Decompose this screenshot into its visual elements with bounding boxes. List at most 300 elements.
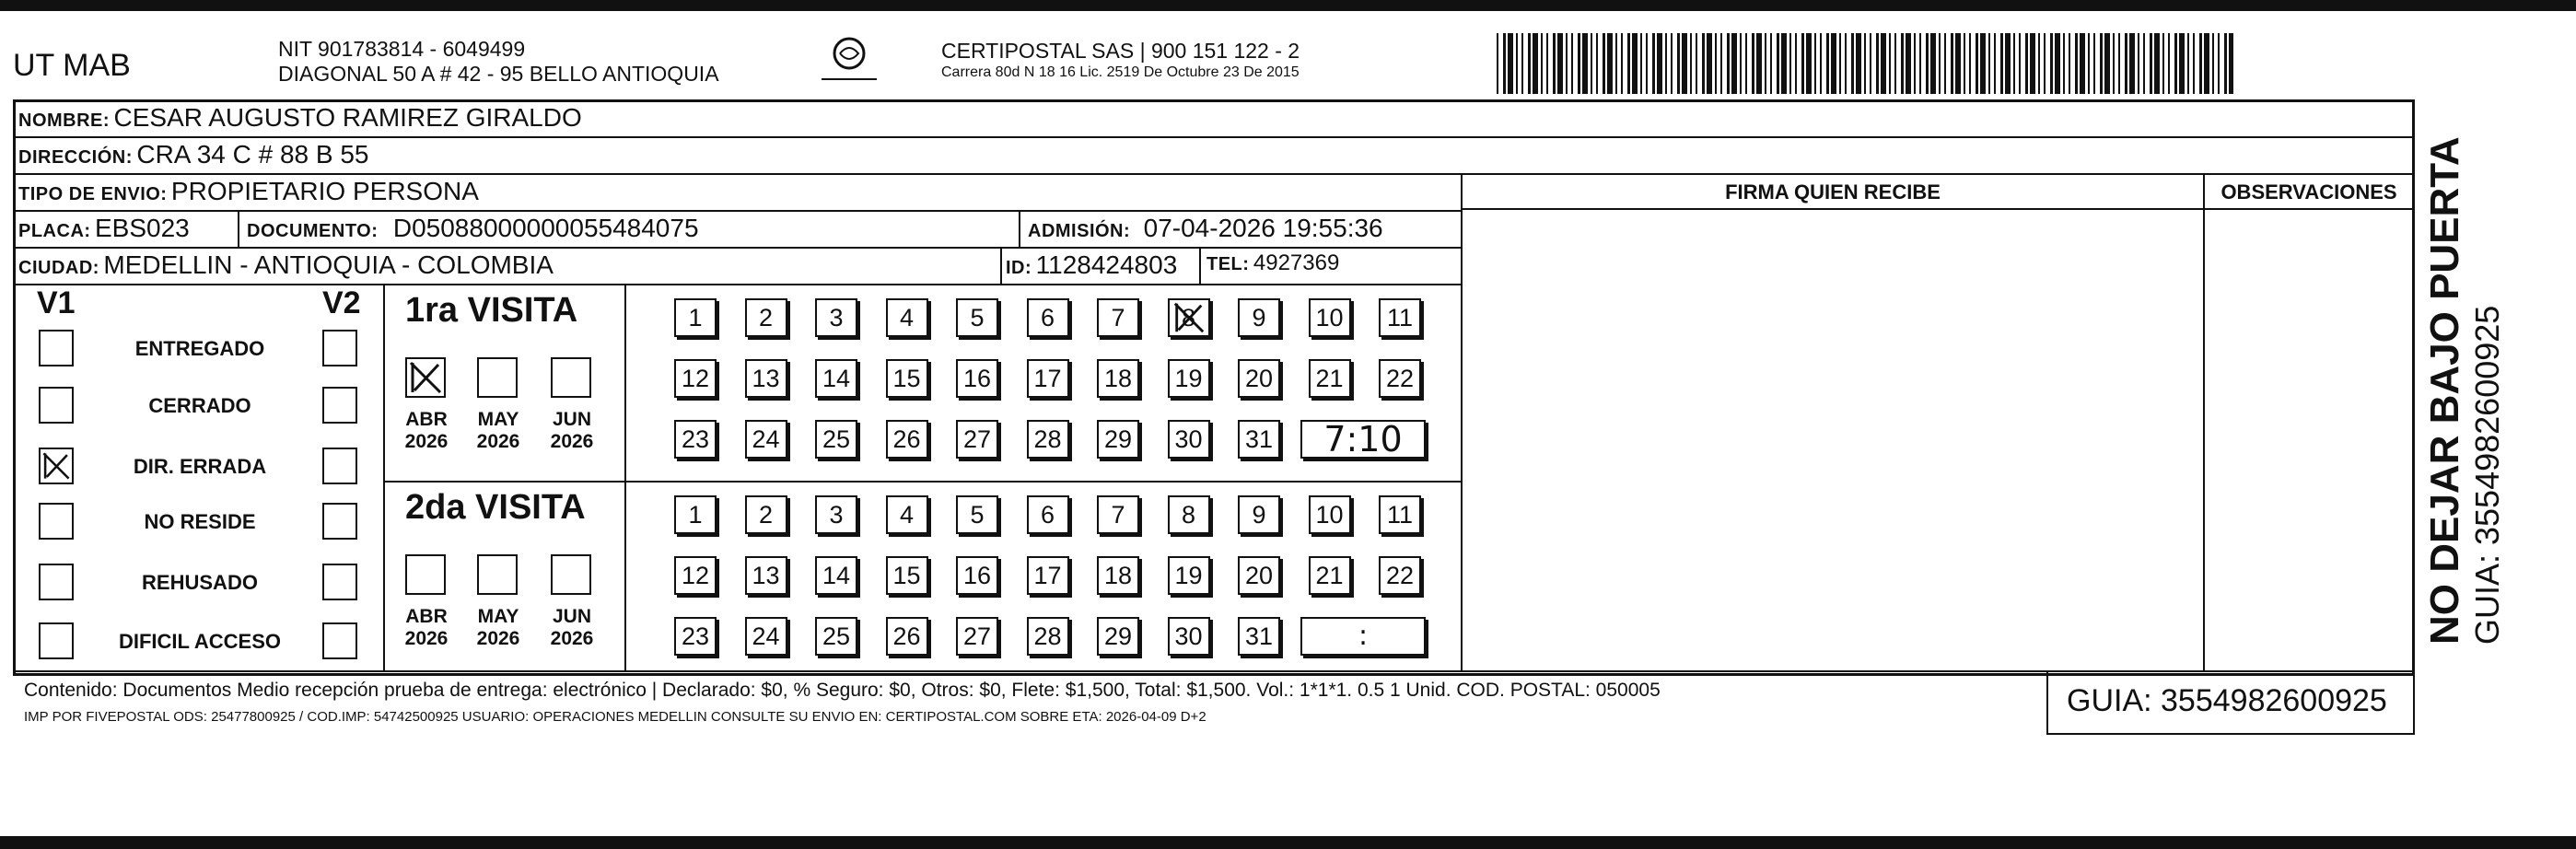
barcode-bar <box>1806 33 1812 94</box>
day-number: 28 <box>1033 622 1062 650</box>
day-box[interactable] <box>815 359 857 398</box>
barcode-bar <box>1582 33 1588 94</box>
admision-value: 07-04-2026 19:55:36 <box>1143 214 1383 242</box>
tipo-label: TIPO DE ENVIO: <box>18 184 168 204</box>
company-info <box>278 37 719 87</box>
barcode-bar <box>2218 33 2220 94</box>
day-box[interactable] <box>1097 359 1139 398</box>
day-box[interactable] <box>886 359 928 398</box>
barcode-bar <box>1876 33 1879 94</box>
barcode-bar <box>1528 33 1531 94</box>
barcode-bar <box>2019 33 2021 94</box>
nombre-row <box>18 103 582 133</box>
day-number: 4 <box>899 501 915 529</box>
v1-checkbox[interactable] <box>39 622 74 659</box>
day-number: 18 <box>1103 365 1133 392</box>
x-mark-icon <box>41 449 72 483</box>
barcode-bar <box>1919 33 1921 94</box>
day-box[interactable] <box>1168 420 1210 459</box>
nombre-value: CESAR AUGUSTO RAMIREZ GIRALDO <box>113 103 582 132</box>
barcode-bar <box>1894 33 1896 94</box>
day-number: 20 <box>1244 365 1274 392</box>
tel-label: TEL: <box>1206 254 1250 274</box>
barcode-bar <box>1557 33 1563 94</box>
barcode-bar <box>2154 33 2160 94</box>
barcode-bar <box>1566 33 1568 94</box>
barcode-bar <box>2174 33 2177 94</box>
barcode-bar <box>1740 33 1742 94</box>
company-name: UT MAB <box>13 48 131 83</box>
day-number: 31 <box>1244 425 1274 453</box>
x-mark-icon <box>407 359 444 396</box>
day-box[interactable] <box>745 359 787 398</box>
day-box[interactable] <box>1238 495 1280 534</box>
observaciones-header: OBSERVACIONES <box>2220 180 2397 204</box>
ciudad-value: MEDELLIN - ANTIOQUIA - COLOMBIA <box>103 250 554 279</box>
day-number: 19 <box>1174 562 1203 589</box>
barcode-bar <box>1889 33 1891 94</box>
placa-label: PLACA: <box>18 221 91 241</box>
day-number: 5 <box>970 304 985 331</box>
day-box[interactable] <box>1379 495 1421 534</box>
day-number: 9 <box>1252 304 1266 331</box>
barcode-bar <box>2075 33 2078 94</box>
barcode-bar <box>1720 33 1722 94</box>
barcode-bar <box>1541 33 1543 94</box>
barcode-bar <box>1702 33 1705 94</box>
direccion-value: CRA 34 C # 88 B 55 <box>136 140 369 169</box>
day-number: 11 <box>1386 501 1414 529</box>
day-box[interactable] <box>956 495 998 534</box>
footer-guia: GUIA: 3554982600925 <box>2067 683 2387 718</box>
barcode <box>1497 33 2233 94</box>
barcode-bar <box>1546 33 1548 94</box>
visit-title: 2da VISITA <box>405 488 586 527</box>
day-box[interactable] <box>1097 495 1139 534</box>
day-number: 10 <box>1315 304 1344 331</box>
day-number: 14 <box>822 365 851 392</box>
day-number: 16 <box>962 365 992 392</box>
day-box[interactable] <box>1027 495 1069 534</box>
nombre-label: NOMBRE: <box>18 110 111 131</box>
day-box[interactable] <box>1097 556 1139 595</box>
v2-checkbox[interactable] <box>322 448 357 484</box>
barcode-bar <box>1596 33 1598 94</box>
day-number: 1 <box>688 304 703 331</box>
month-checkbox[interactable] <box>551 554 591 595</box>
id-label: ID: <box>1006 258 1032 278</box>
day-number: 30 <box>1174 425 1203 453</box>
barcode-bar <box>1677 33 1680 94</box>
day-number: 11 <box>1386 304 1414 331</box>
month-checkbox[interactable] <box>477 554 518 595</box>
day-box[interactable] <box>956 298 998 337</box>
barcode-bar <box>1955 33 1961 94</box>
day-box[interactable] <box>886 420 928 459</box>
barcode-bar <box>1516 33 1518 94</box>
barcode-bar <box>1657 33 1662 94</box>
day-number: 15 <box>892 365 921 392</box>
day-box[interactable] <box>1027 556 1069 595</box>
barcode-bar <box>1752 33 1754 94</box>
day-number: 22 <box>1385 562 1415 589</box>
v2-checkbox[interactable] <box>322 622 357 659</box>
barcode-bar <box>2168 33 2170 94</box>
day-number: 2 <box>758 501 774 529</box>
day-box[interactable] <box>1309 556 1351 595</box>
day-number: 21 <box>1315 365 1344 392</box>
day-box[interactable] <box>674 556 717 595</box>
barcode-bar <box>1578 33 1580 94</box>
month-label: JUN 2026 <box>550 409 594 452</box>
day-box[interactable] <box>1027 617 1069 656</box>
barcode-bar <box>1944 33 1946 94</box>
barcode-bar <box>2080 33 2085 94</box>
v1-checkbox[interactable] <box>39 503 74 540</box>
barcode-bar <box>1845 33 1847 94</box>
month-label: MAY 2026 <box>476 606 520 649</box>
day-box[interactable] <box>1097 617 1139 656</box>
barcode-bar <box>2104 33 2110 94</box>
ciudad-row <box>18 250 554 280</box>
barcode-bar <box>1789 33 1791 94</box>
barcode-bar <box>1781 33 1787 94</box>
barcode-bar <box>1591 33 1592 94</box>
month-label: MAY 2026 <box>476 409 520 452</box>
barcode-bar <box>1969 33 1971 94</box>
day-box[interactable] <box>1309 359 1351 398</box>
day-box[interactable] <box>1027 420 1069 459</box>
barcode-bar <box>1696 33 1697 94</box>
day-number: 31 <box>1244 622 1274 650</box>
barcode-bar <box>1497 33 1498 94</box>
day-box[interactable] <box>745 617 787 656</box>
v1-checkbox[interactable] <box>39 448 74 484</box>
barcode-bar <box>1777 33 1779 94</box>
tipo-value: PROPIETARIO PERSONA <box>170 177 479 205</box>
day-box[interactable] <box>886 556 928 595</box>
day-box[interactable] <box>745 495 787 534</box>
day-box[interactable] <box>1168 556 1210 595</box>
barcode-bar <box>2000 33 2003 94</box>
id-value: 1128424803 <box>1035 250 1178 279</box>
barcode-bar <box>1930 33 1936 94</box>
day-box[interactable] <box>1379 298 1421 337</box>
barcode-bar <box>1707 33 1712 94</box>
v1-checkbox[interactable] <box>39 564 74 600</box>
ciudad-label: CIUDAD: <box>18 258 99 278</box>
barcode-bar <box>2129 33 2135 94</box>
month-checkbox[interactable] <box>405 554 446 595</box>
day-number: 5 <box>970 501 985 529</box>
day-number: 9 <box>1252 501 1266 529</box>
barcode-bar <box>2212 33 2214 94</box>
month-label: ABR 2026 <box>404 606 449 649</box>
day-box[interactable] <box>956 359 998 398</box>
day-box[interactable] <box>956 420 998 459</box>
barcode-bar <box>1553 33 1556 94</box>
barcode-bar <box>1951 33 1953 94</box>
side-guia: GUIA: 3554982600925 <box>2468 305 2506 645</box>
day-box[interactable] <box>886 617 928 656</box>
carrier-license: Carrera 80d N 18 16 Lic. 2519 De Octubre 23 De 2015 <box>941 64 1300 80</box>
barcode-bar <box>1671 33 1673 94</box>
barcode-bar <box>1503 33 1506 94</box>
barcode-bar <box>1914 33 1916 94</box>
month-checkbox[interactable] <box>477 357 518 398</box>
day-box[interactable] <box>1168 298 1210 337</box>
barcode-bar <box>2100 33 2103 94</box>
barcode-bar <box>1607 33 1613 94</box>
month-label: ABR 2026 <box>404 409 449 452</box>
barcode-bar <box>2113 33 2115 94</box>
day-number: 10 <box>1315 501 1344 529</box>
x-mark-icon <box>1170 300 1208 335</box>
day-number: 23 <box>681 425 710 453</box>
day-number: 24 <box>752 425 780 453</box>
day-box[interactable] <box>956 617 998 656</box>
day-number: 17 <box>1033 562 1062 589</box>
time-box[interactable]: : <box>1300 617 1426 656</box>
day-number: 27 <box>962 622 992 650</box>
day-number: 18 <box>1103 562 1133 589</box>
v2-header: V2 <box>322 285 361 320</box>
barcode-bar <box>2125 33 2127 94</box>
day-box[interactable] <box>674 495 717 534</box>
documento-row <box>247 214 699 243</box>
barcode-bar <box>1926 33 1929 94</box>
barcode-bar <box>1826 33 1829 94</box>
barcode-bar <box>1839 33 1841 94</box>
day-number: 17 <box>1033 365 1062 392</box>
barcode-bar <box>1715 33 1717 94</box>
tel-value: 4927369 <box>1253 250 1340 275</box>
barcode-bar <box>1864 33 1866 94</box>
tel-row <box>1206 250 1339 276</box>
day-box[interactable] <box>1097 420 1139 459</box>
day-number: 28 <box>1033 425 1062 453</box>
tipo-row <box>18 177 479 206</box>
day-box[interactable] <box>674 420 717 459</box>
company-nit: NIT 901783814 - 6049499 <box>278 37 526 61</box>
barcode-bar <box>1621 33 1623 94</box>
barcode-bar <box>2138 33 2139 94</box>
barcode-bar <box>1756 33 1762 94</box>
barcode-bar <box>2050 33 2053 94</box>
day-number: 7 <box>1111 501 1125 529</box>
visit-title: 1ra VISITA <box>405 291 578 330</box>
day-box[interactable] <box>1238 420 1280 459</box>
status-option-label: DIFICIL ACCESO <box>118 630 281 653</box>
barcode-bar <box>2143 33 2145 94</box>
direccion-row <box>18 140 369 169</box>
day-box[interactable] <box>1309 495 1351 534</box>
day-number: 13 <box>752 562 780 589</box>
day-box[interactable] <box>674 617 717 656</box>
status-option-label: ENTREGADO <box>134 337 265 360</box>
day-number: 23 <box>681 622 710 650</box>
day-number: 25 <box>822 622 851 650</box>
day-number: 7 <box>1111 304 1125 331</box>
barcode-bar <box>2118 33 2120 94</box>
side-text <box>2422 18 2551 645</box>
bottom-border <box>0 836 2576 849</box>
day-box[interactable] <box>815 556 857 595</box>
day-box[interactable] <box>674 298 717 337</box>
barcode-bar <box>1615 33 1617 94</box>
day-box[interactable] <box>745 298 787 337</box>
barcode-bar <box>2013 33 2015 94</box>
day-number: 6 <box>1040 501 1055 529</box>
barcode-bar <box>1980 33 1986 94</box>
barcode-bar <box>1682 33 1687 94</box>
admision-label: ADMISIÓN: <box>1028 221 1131 241</box>
v1-header: V1 <box>37 285 76 320</box>
barcode-bar <box>2187 33 2189 94</box>
barcode-bar <box>2005 33 2011 94</box>
day-box[interactable] <box>1168 617 1210 656</box>
month-checkbox[interactable] <box>405 357 446 398</box>
barcode-bar <box>1770 33 1772 94</box>
documento-label: DOCUMENTO: <box>247 221 379 241</box>
admision-row <box>1028 214 1383 243</box>
barcode-bar <box>1795 33 1797 94</box>
day-number: 29 <box>1103 622 1133 650</box>
barcode-bar <box>1988 33 1990 94</box>
day-number: 8 <box>1181 304 1196 331</box>
day-box[interactable] <box>745 556 787 595</box>
day-number: 22 <box>1385 365 1415 392</box>
month-checkbox[interactable] <box>551 357 591 398</box>
day-box[interactable] <box>886 495 928 534</box>
day-number: 12 <box>681 365 710 392</box>
barcode-bar <box>2199 33 2202 94</box>
day-number: 2 <box>758 304 774 331</box>
barcode-bar <box>2055 33 2060 94</box>
status-option-label: REHUSADO <box>142 571 258 594</box>
barcode-bar <box>1939 33 1941 94</box>
footer-content: Contenido: Documentos Medio recepción prueba de entrega: electrónico | Declarado: $0, % Seguro: $0, Otros: $0, Flete: $1,500, Total: $1,500. Vol.: 1*1*1. 0.5 1 Unid. COD. POSTAL: 050005 <box>24 680 1661 701</box>
barcode-bar <box>1745 33 1747 94</box>
day-number: 16 <box>962 562 992 589</box>
barcode-bar <box>1521 33 1523 94</box>
day-box[interactable] <box>815 495 857 534</box>
direccion-label: DIRECCIÓN: <box>18 147 133 168</box>
barcode-bar <box>1964 33 1965 94</box>
barcode-bar <box>2229 33 2233 94</box>
day-number: 30 <box>1174 622 1203 650</box>
day-box[interactable] <box>1238 298 1280 337</box>
barcode-bar <box>2204 33 2209 94</box>
status-option-label: NO RESIDE <box>144 510 256 533</box>
day-box[interactable] <box>815 420 857 459</box>
barcode-bar <box>1627 33 1630 94</box>
barcode-bar <box>1831 33 1836 94</box>
barcode-bar <box>1652 33 1655 94</box>
v2-checkbox[interactable] <box>322 564 357 600</box>
day-box[interactable] <box>1027 298 1069 337</box>
v2-checkbox[interactable] <box>322 503 357 540</box>
day-number: 8 <box>1181 501 1196 529</box>
day-box[interactable] <box>1309 298 1351 337</box>
day-number: 3 <box>829 304 844 331</box>
barcode-bar <box>2093 33 2095 94</box>
v2-checkbox[interactable] <box>322 330 357 366</box>
barcode-bar <box>2069 33 2070 94</box>
barcode-bar <box>1571 33 1573 94</box>
day-box[interactable] <box>1097 298 1139 337</box>
barcode-bar <box>2150 33 2152 94</box>
day-box[interactable] <box>815 617 857 656</box>
barcode-bar <box>2179 33 2185 94</box>
barcode-bar <box>1976 33 1978 94</box>
barcode-bar <box>1690 33 1692 94</box>
day-box[interactable] <box>674 359 717 398</box>
barcode-bar <box>1731 33 1737 94</box>
barcode-bar <box>1851 33 1854 94</box>
day-box[interactable] <box>886 298 928 337</box>
barcode-bar <box>1856 33 1861 94</box>
day-box[interactable] <box>1379 359 1421 398</box>
status-option-label: DIR. ERRADA <box>133 455 267 478</box>
day-number: 15 <box>892 562 921 589</box>
day-number: 20 <box>1244 562 1274 589</box>
barcode-bar <box>1632 33 1638 94</box>
day-box[interactable] <box>1238 359 1280 398</box>
day-box[interactable] <box>1238 556 1280 595</box>
time-box[interactable]: 7:10 <box>1300 420 1426 459</box>
barcode-bar <box>2193 33 2195 94</box>
day-box[interactable] <box>745 420 787 459</box>
barcode-bar <box>1801 33 1804 94</box>
barcode-bar <box>2224 33 2227 94</box>
placa-value: EBS023 <box>95 214 190 242</box>
barcode-bar <box>1901 33 1904 94</box>
day-box[interactable] <box>1027 359 1069 398</box>
status-option-label: CERRADO <box>148 394 251 417</box>
day-box[interactable] <box>1238 617 1280 656</box>
company-address: DIAGONAL 50 A # 42 - 95 BELLO ANTIOQUIA <box>278 62 719 86</box>
barcode-bar <box>2063 33 2065 94</box>
day-number: 19 <box>1174 365 1203 392</box>
side-warning: NO DEJAR BAJO PUERTA <box>2422 136 2467 645</box>
barcode-bar <box>1881 33 1886 94</box>
barcode-bar <box>1533 33 1538 94</box>
documento-value: D05088000000055484075 <box>392 214 699 242</box>
day-number: 1 <box>688 501 703 529</box>
v2-checkbox[interactable] <box>322 387 357 424</box>
barcode-bar <box>1870 33 1871 94</box>
footer-print-info: IMP POR FIVEPOSTAL ODS: 25477800925 / COD.IMP: 54742500925 USUARIO: OPERACIONES MEDELLIN CONSULTE SU ENVIO EN: CERTIPOSTAL.COM SOBRE ETA: 2026-04-09 D+2 <box>24 709 1206 725</box>
day-box[interactable] <box>956 556 998 595</box>
certipostal-logo <box>812 35 886 92</box>
barcode-bar <box>1508 33 1513 94</box>
day-box[interactable] <box>1379 556 1421 595</box>
id-row <box>1006 250 1177 280</box>
day-box[interactable] <box>1168 359 1210 398</box>
v1-checkbox[interactable] <box>39 387 74 424</box>
barcode-bar <box>2038 33 2040 94</box>
month-label: JUN 2026 <box>550 606 594 649</box>
v1-checkbox[interactable] <box>39 330 74 366</box>
barcode-bar <box>1820 33 1822 94</box>
day-number: 26 <box>892 622 921 650</box>
barcode-bar <box>2044 33 2046 94</box>
barcode-bar <box>1727 33 1730 94</box>
day-box[interactable] <box>1168 495 1210 534</box>
day-number: 25 <box>822 425 851 453</box>
day-box[interactable] <box>815 298 857 337</box>
